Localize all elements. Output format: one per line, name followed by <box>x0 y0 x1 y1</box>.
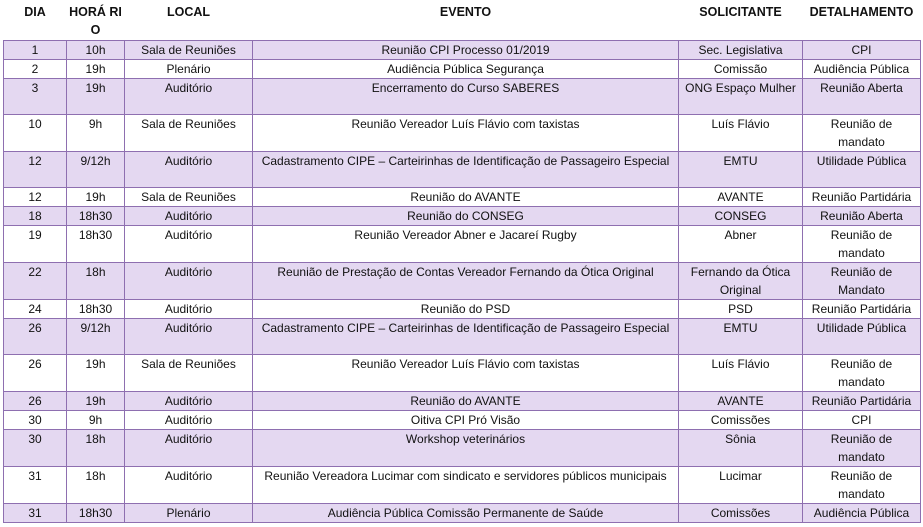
cell-solicitante: Sec. Legislativa <box>679 40 803 59</box>
cell-hora: 18h30 <box>67 503 125 522</box>
cell-solicitante: AVANTE <box>679 391 803 410</box>
cell-hora: 9/12h <box>67 318 125 354</box>
cell-evento: Reunião do AVANTE <box>253 391 679 410</box>
cell-evento: Cadastramento CIPE – Carteirinhas de Identificação de Passageiro Especial <box>253 151 679 187</box>
cell-dia: 24 <box>4 299 67 318</box>
cell-detalhamento: Reunião de mandato <box>803 354 921 391</box>
cell-local: Sala de Reuniões <box>125 114 253 151</box>
header-detalhamento: DETALHAMENTO <box>803 2 921 40</box>
cell-hora: 19h <box>67 78 125 114</box>
cell-hora: 9/12h <box>67 151 125 187</box>
table-row <box>4 40 921 59</box>
cell-hora: 10h <box>67 40 125 59</box>
cell-dia: 30 <box>4 429 67 466</box>
cell-evento: Reunião Vereador Luís Flávio com taxistas <box>253 114 679 151</box>
cell-dia: 31 <box>4 466 67 503</box>
cell-evento: Reunião Vereador Luís Flávio com taxistas <box>253 354 679 391</box>
cell-evento: Reunião CPI Processo 01/2019 <box>253 40 679 59</box>
cell-solicitante: Luís Flávio <box>679 114 803 151</box>
table-row <box>4 262 921 299</box>
cell-detalhamento: Reunião Partidária <box>803 187 921 206</box>
cell-hora: 19h <box>67 187 125 206</box>
cell-evento: Reunião Vereador Abner e Jacareí Rugby <box>253 225 679 262</box>
cell-evento: Encerramento do Curso SABERES <box>253 78 679 114</box>
cell-detalhamento: Reunião Partidária <box>803 299 921 318</box>
header-hora: HORÁ RIO <box>67 2 125 40</box>
cell-local: Plenário <box>125 59 253 78</box>
cell-dia: 31 <box>4 503 67 522</box>
cell-solicitante: Luís Flávio <box>679 354 803 391</box>
table-row <box>4 299 921 318</box>
cell-solicitante: AVANTE <box>679 187 803 206</box>
cell-solicitante: EMTU <box>679 151 803 187</box>
cell-local: Auditório <box>125 429 253 466</box>
cell-solicitante: Lucimar <box>679 466 803 503</box>
cell-local: Auditório <box>125 318 253 354</box>
cell-hora: 19h <box>67 354 125 391</box>
cell-hora: 9h <box>67 410 125 429</box>
cell-solicitante: Comissões <box>679 410 803 429</box>
cell-dia: 2 <box>4 59 67 78</box>
cell-evento: Reunião Vereadora Lucimar com sindicato e servidores públicos municipais <box>253 466 679 503</box>
cell-detalhamento: Reunião Aberta <box>803 206 921 225</box>
cell-dia: 26 <box>4 391 67 410</box>
cell-local: Auditório <box>125 262 253 299</box>
cell-detalhamento: Reunião Partidária <box>803 391 921 410</box>
cell-dia: 26 <box>4 318 67 354</box>
cell-evento: Workshop veterinários <box>253 429 679 466</box>
cell-solicitante: Comissão <box>679 59 803 78</box>
cell-dia: 12 <box>4 151 67 187</box>
cell-dia: 12 <box>4 187 67 206</box>
cell-dia: 3 <box>4 78 67 114</box>
cell-solicitante: CONSEG <box>679 206 803 225</box>
agenda-table <box>3 2 921 523</box>
header-evento: EVENTO <box>253 2 679 40</box>
cell-solicitante: ONG Espaço Mulher <box>679 78 803 114</box>
cell-dia: 1 <box>4 40 67 59</box>
cell-dia: 30 <box>4 410 67 429</box>
cell-dia: 19 <box>4 225 67 262</box>
cell-local: Auditório <box>125 225 253 262</box>
cell-detalhamento: Audiência Pública <box>803 503 921 522</box>
cell-hora: 18h <box>67 466 125 503</box>
cell-local: Auditório <box>125 410 253 429</box>
cell-hora: 18h <box>67 429 125 466</box>
cell-evento: Audiência Pública Comissão Permanente de Saúde <box>253 503 679 522</box>
cell-local: Auditório <box>125 151 253 187</box>
table-row <box>4 151 921 187</box>
cell-detalhamento: Reunião de mandato <box>803 429 921 466</box>
cell-dia: 10 <box>4 114 67 151</box>
cell-detalhamento: CPI <box>803 410 921 429</box>
table-row <box>4 59 921 78</box>
cell-evento: Cadastramento CIPE – Carteirinhas de Identificação de Passageiro Especial <box>253 318 679 354</box>
header-row <box>4 2 921 40</box>
cell-solicitante: Abner <box>679 225 803 262</box>
cell-dia: 26 <box>4 354 67 391</box>
cell-detalhamento: Audiência Pública <box>803 59 921 78</box>
cell-dia: 18 <box>4 206 67 225</box>
cell-detalhamento: Reunião de Mandato <box>803 262 921 299</box>
cell-local: Sala de Reuniões <box>125 40 253 59</box>
header-dia: DIA <box>4 2 67 40</box>
cell-hora: 19h <box>67 59 125 78</box>
cell-hora: 18h <box>67 262 125 299</box>
cell-dia: 22 <box>4 262 67 299</box>
cell-local: Auditório <box>125 299 253 318</box>
cell-solicitante: Fernando da Ótica Original <box>679 262 803 299</box>
table-row <box>4 503 921 522</box>
cell-local: Auditório <box>125 391 253 410</box>
table-row <box>4 187 921 206</box>
cell-evento: Audiência Pública Segurança <box>253 59 679 78</box>
header-solicitante: SOLICITANTE <box>679 2 803 40</box>
table-row <box>4 318 921 354</box>
table-row <box>4 466 921 503</box>
cell-hora: 18h30 <box>67 206 125 225</box>
cell-detalhamento: Reunião Aberta <box>803 78 921 114</box>
cell-local: Auditório <box>125 78 253 114</box>
cell-detalhamento: Utilidade Pública <box>803 318 921 354</box>
table-row <box>4 78 921 114</box>
cell-detalhamento: Utilidade Pública <box>803 151 921 187</box>
table-row <box>4 391 921 410</box>
cell-local: Auditório <box>125 466 253 503</box>
cell-evento: Oitiva CPI Pró Visão <box>253 410 679 429</box>
cell-evento: Reunião do AVANTE <box>253 187 679 206</box>
table-row <box>4 114 921 151</box>
cell-hora: 19h <box>67 391 125 410</box>
cell-detalhamento: CPI <box>803 40 921 59</box>
table-row <box>4 225 921 262</box>
cell-local: Auditório <box>125 206 253 225</box>
cell-detalhamento: Reunião de mandato <box>803 466 921 503</box>
cell-solicitante: PSD <box>679 299 803 318</box>
cell-hora: 9h <box>67 114 125 151</box>
cell-detalhamento: Reunião de mandato <box>803 114 921 151</box>
cell-local: Sala de Reuniões <box>125 354 253 391</box>
table-row <box>4 429 921 466</box>
table-row <box>4 354 921 391</box>
cell-evento: Reunião do PSD <box>253 299 679 318</box>
cell-local: Sala de Reuniões <box>125 187 253 206</box>
table-row <box>4 206 921 225</box>
cell-evento: Reunião de Prestação de Contas Vereador Fernando da Ótica Original <box>253 262 679 299</box>
cell-solicitante: EMTU <box>679 318 803 354</box>
cell-solicitante: Sônia <box>679 429 803 466</box>
cell-solicitante: Comissões <box>679 503 803 522</box>
table-row <box>4 410 921 429</box>
cell-evento: Reunião do CONSEG <box>253 206 679 225</box>
cell-local: Plenário <box>125 503 253 522</box>
header-local: LOCAL <box>125 2 253 40</box>
cell-hora: 18h30 <box>67 299 125 318</box>
cell-detalhamento: Reunião de mandato <box>803 225 921 262</box>
cell-hora: 18h30 <box>67 225 125 262</box>
